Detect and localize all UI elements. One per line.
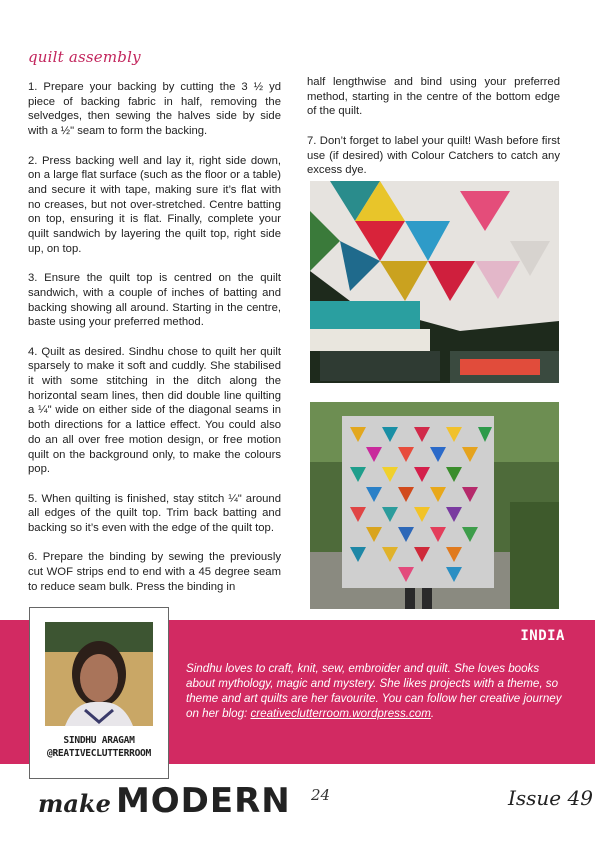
step-5: 5. When quilting is finished, stay stitch ¼" around all edges of the quilt top. Trim back batting and backing so it’s even with the edge of the quilt top. [28,492,281,535]
brand-modern: MODERN [115,781,291,821]
designer-card [29,607,169,779]
step-1: 1. Prepare your backing by cutting the 3 ½ yd piece of backing fabric in half, removing the selvedges, then sewing the halves side by side with a ½" seam to form the backing. [28,81,281,138]
step-4: 4. Quilt as desired. Sindhu chose to quilt her quilt sparsely to make it soft and cuddly. She stabilised it with some stitching in the ditch along the horizontal seam lines, then did double line quilting a ¼" wide on either side of the diagonal seams in both directions for a lattice effect. You could also do an all over free motion design, or free motion quilt on the background only, to make the colours pop. [28,345,281,476]
country-label: INDIA [520,628,565,644]
step-2: 2. Press backing well and lay it, right side down, on a large flat surface (such as the floor or a table) and secure it with tape, making sure it’s flat with no creases, but not over-stretched. Centre batting on top, ensuring it is flat. Finally, complete your quilt sandwich by layering the quilt top, right side up, on top. [28,154,281,255]
page-number: 24 [311,786,331,804]
designer-portrait [45,622,153,726]
designer-handle: @REATIVECLUTTERROOM [46,748,152,759]
section-heading: quilt assembly [28,48,141,66]
designer-name: SINDHU ARAGAM [63,735,135,746]
bio-text: Sindhu loves to craft, knit, sew, embroider and quilt. She loves books about mythology, magic and mystery. She likes projects with a theme, so theme and art quilts are her favourite. You can follow her creative journey on her blog: [186,662,562,720]
instructions-right-column [307,75,560,193]
step-6: 6. Prepare the binding by sewing the previously cut WOF strips end to end with a 45 degree seam to reduce seam bulk. Press the binding in [28,551,281,593]
issue-label: Issue 49 [508,786,593,810]
step-7: 7. Don’t forget to label your quilt! Wash before first use (if desired) with Colour Catchers to catch any excess dye. [307,134,560,177]
step-6-continued: half lengthwise and bind using your preferred method, starting in the centre of the bottom edge of the quilt. [307,76,560,118]
designer-bio [186,661,570,721]
blog-link[interactable]: creativeclutterroom.wordpress.com [250,707,431,720]
quilt-outdoor-photo [310,402,559,609]
quilt-closeup-photo [310,181,559,383]
step-3: 3. Ensure the quilt top is centred on the quilt sandwich, with a couple of inches of batting and backing showing all around. Starting in the centre, baste using your preferred method. [28,272,281,329]
brand-make: make [38,789,111,818]
bio-end: . [430,707,435,720]
instructions-left-column [28,80,281,609]
make-modern-logo [38,781,291,821]
